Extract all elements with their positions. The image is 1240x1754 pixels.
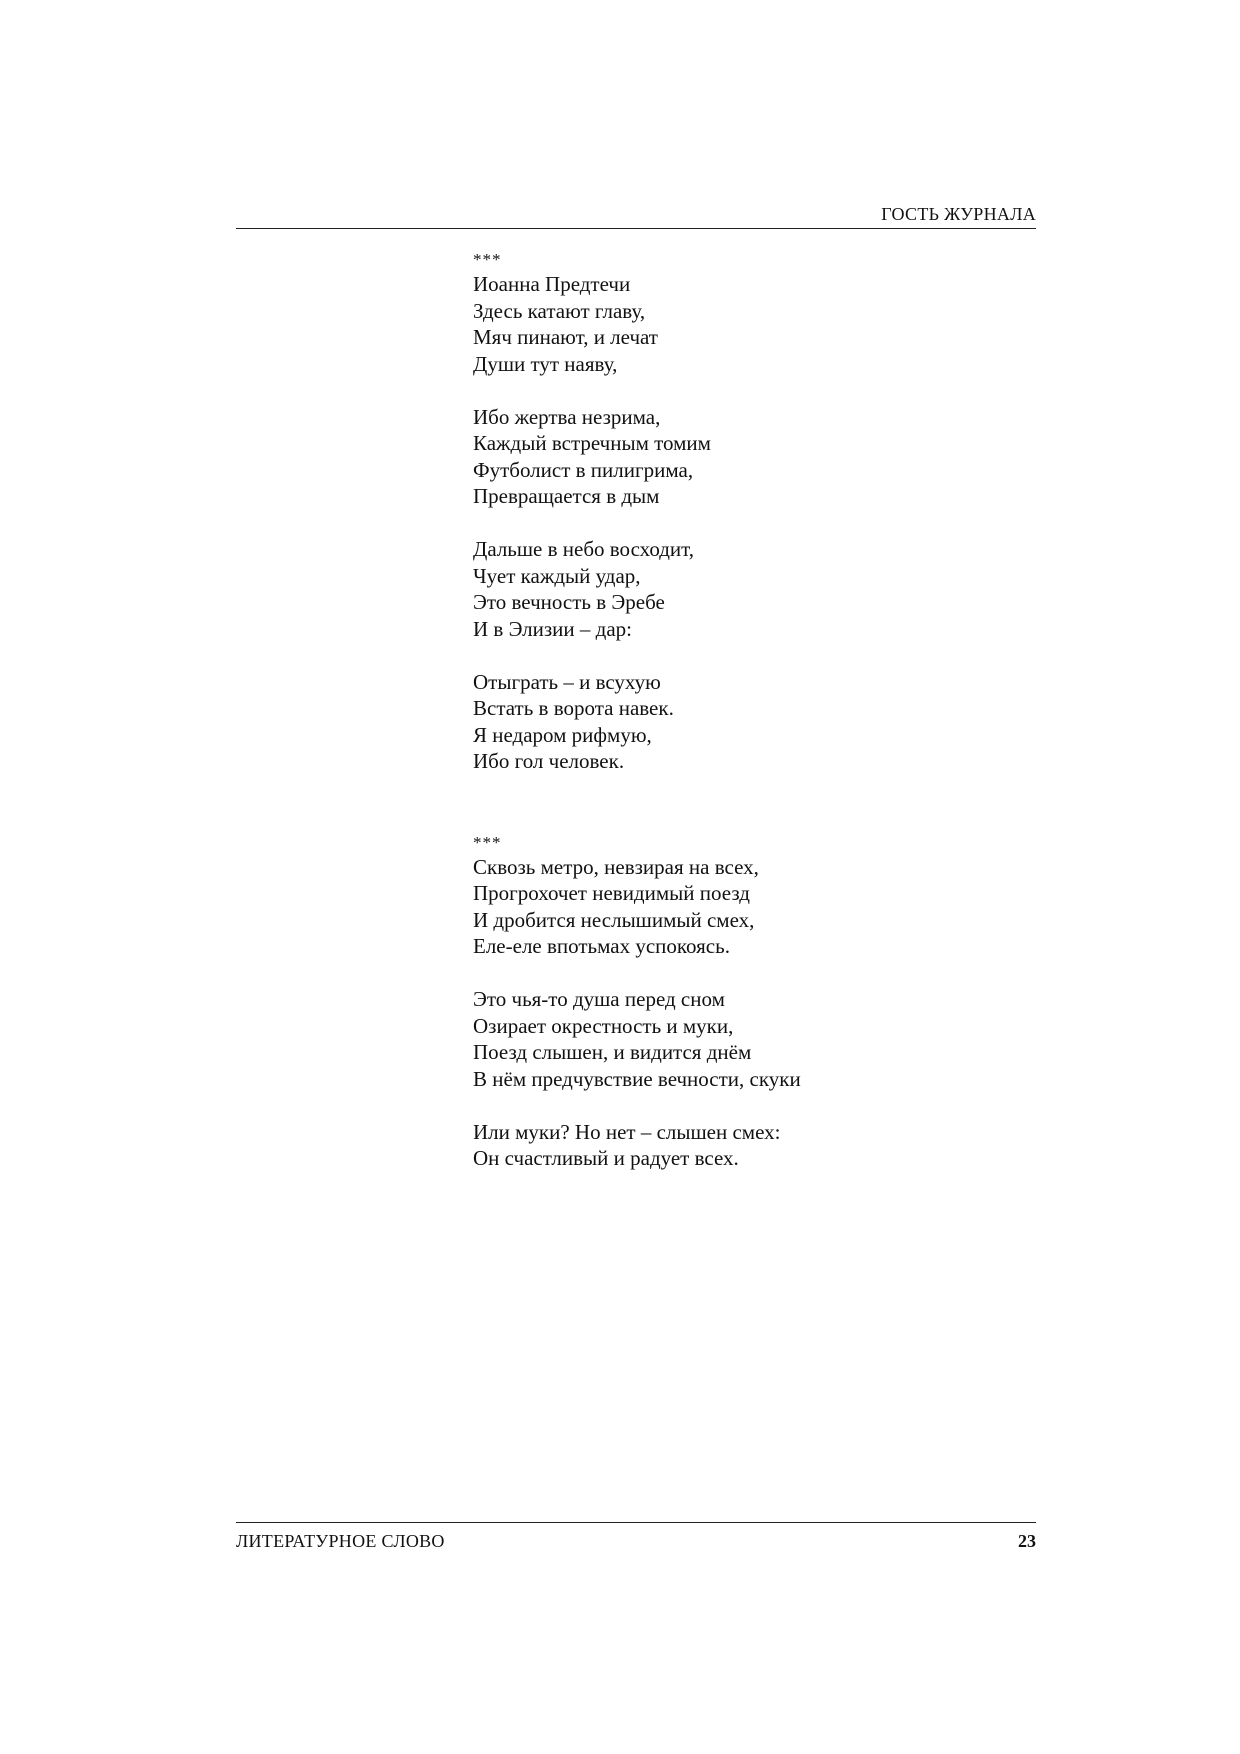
poem-line: Озирает окрестность и муки, (473, 1013, 734, 1038)
poem-line: Это вечность в Эребе (473, 590, 665, 614)
running-footer (236, 1522, 1036, 1551)
poem-line: И дробится неслышимый смех, (473, 907, 755, 932)
poem-line: Каждый встречным томим (473, 431, 711, 455)
poem-divider: *** (473, 832, 502, 852)
poem-line: И в Элизии – дар: (473, 616, 632, 641)
stanza (473, 1119, 1033, 1172)
poem-line: Чует каждый удар, (473, 563, 641, 588)
poem-line: Футболист в пилигрима, (473, 457, 694, 482)
poem (473, 251, 1033, 775)
stanza (473, 669, 1033, 775)
publication-title: ЛИТЕРАТУРНОЕ СЛОВО (236, 1531, 445, 1551)
page-number: 23 (1018, 1531, 1036, 1551)
stanza (473, 536, 1033, 642)
poem-line: Ибо гол человек. (473, 749, 625, 773)
stanza (473, 854, 1033, 960)
poem-line: Отыграть – и всухую (473, 669, 661, 694)
stanza (473, 404, 1033, 510)
poem-line: Я недаром рифмую, (473, 722, 652, 747)
stanza (473, 271, 1033, 377)
poems-container (473, 251, 1033, 1172)
poem-line: Или муки? Но нет – слышен смех: (473, 1119, 781, 1144)
running-header (236, 198, 1036, 229)
poem (473, 834, 1033, 1172)
poem-line: Еле-еле впотьмах успокоясь. (473, 934, 730, 958)
poem-line: Мяч пинают, и лечат (473, 325, 658, 349)
section-title: ГОСТЬ ЖУРНАЛА (881, 204, 1036, 224)
poem-line: Души тут наяву, (473, 351, 618, 376)
poem-divider: *** (473, 250, 502, 269)
poem-line: Поезд слышен, и видится днём (473, 1040, 752, 1064)
poem-line: Сквозь метро, невзирая на всех, (473, 854, 759, 879)
poem-line: Это чья-то душа перед сном (473, 987, 725, 1011)
poem-line: Он счастливый и радует всех. (473, 1146, 739, 1170)
poem-line: Превращается в дым (473, 484, 660, 508)
poem-line: Дальше в небо восходит, (473, 537, 694, 561)
poem-line: Прогрохочет невидимый поезд (473, 881, 750, 905)
poem-line: Встать в ворота навек. (473, 696, 674, 720)
poem-line: В нём предчувствие вечности, скуки (473, 1066, 801, 1091)
stanza (473, 986, 1033, 1092)
poem-line: Ибо жертва незрима, (473, 404, 661, 429)
poem-line: Здесь катают главу, (473, 298, 646, 323)
poem-line: Иоанна Предтечи (473, 272, 631, 296)
